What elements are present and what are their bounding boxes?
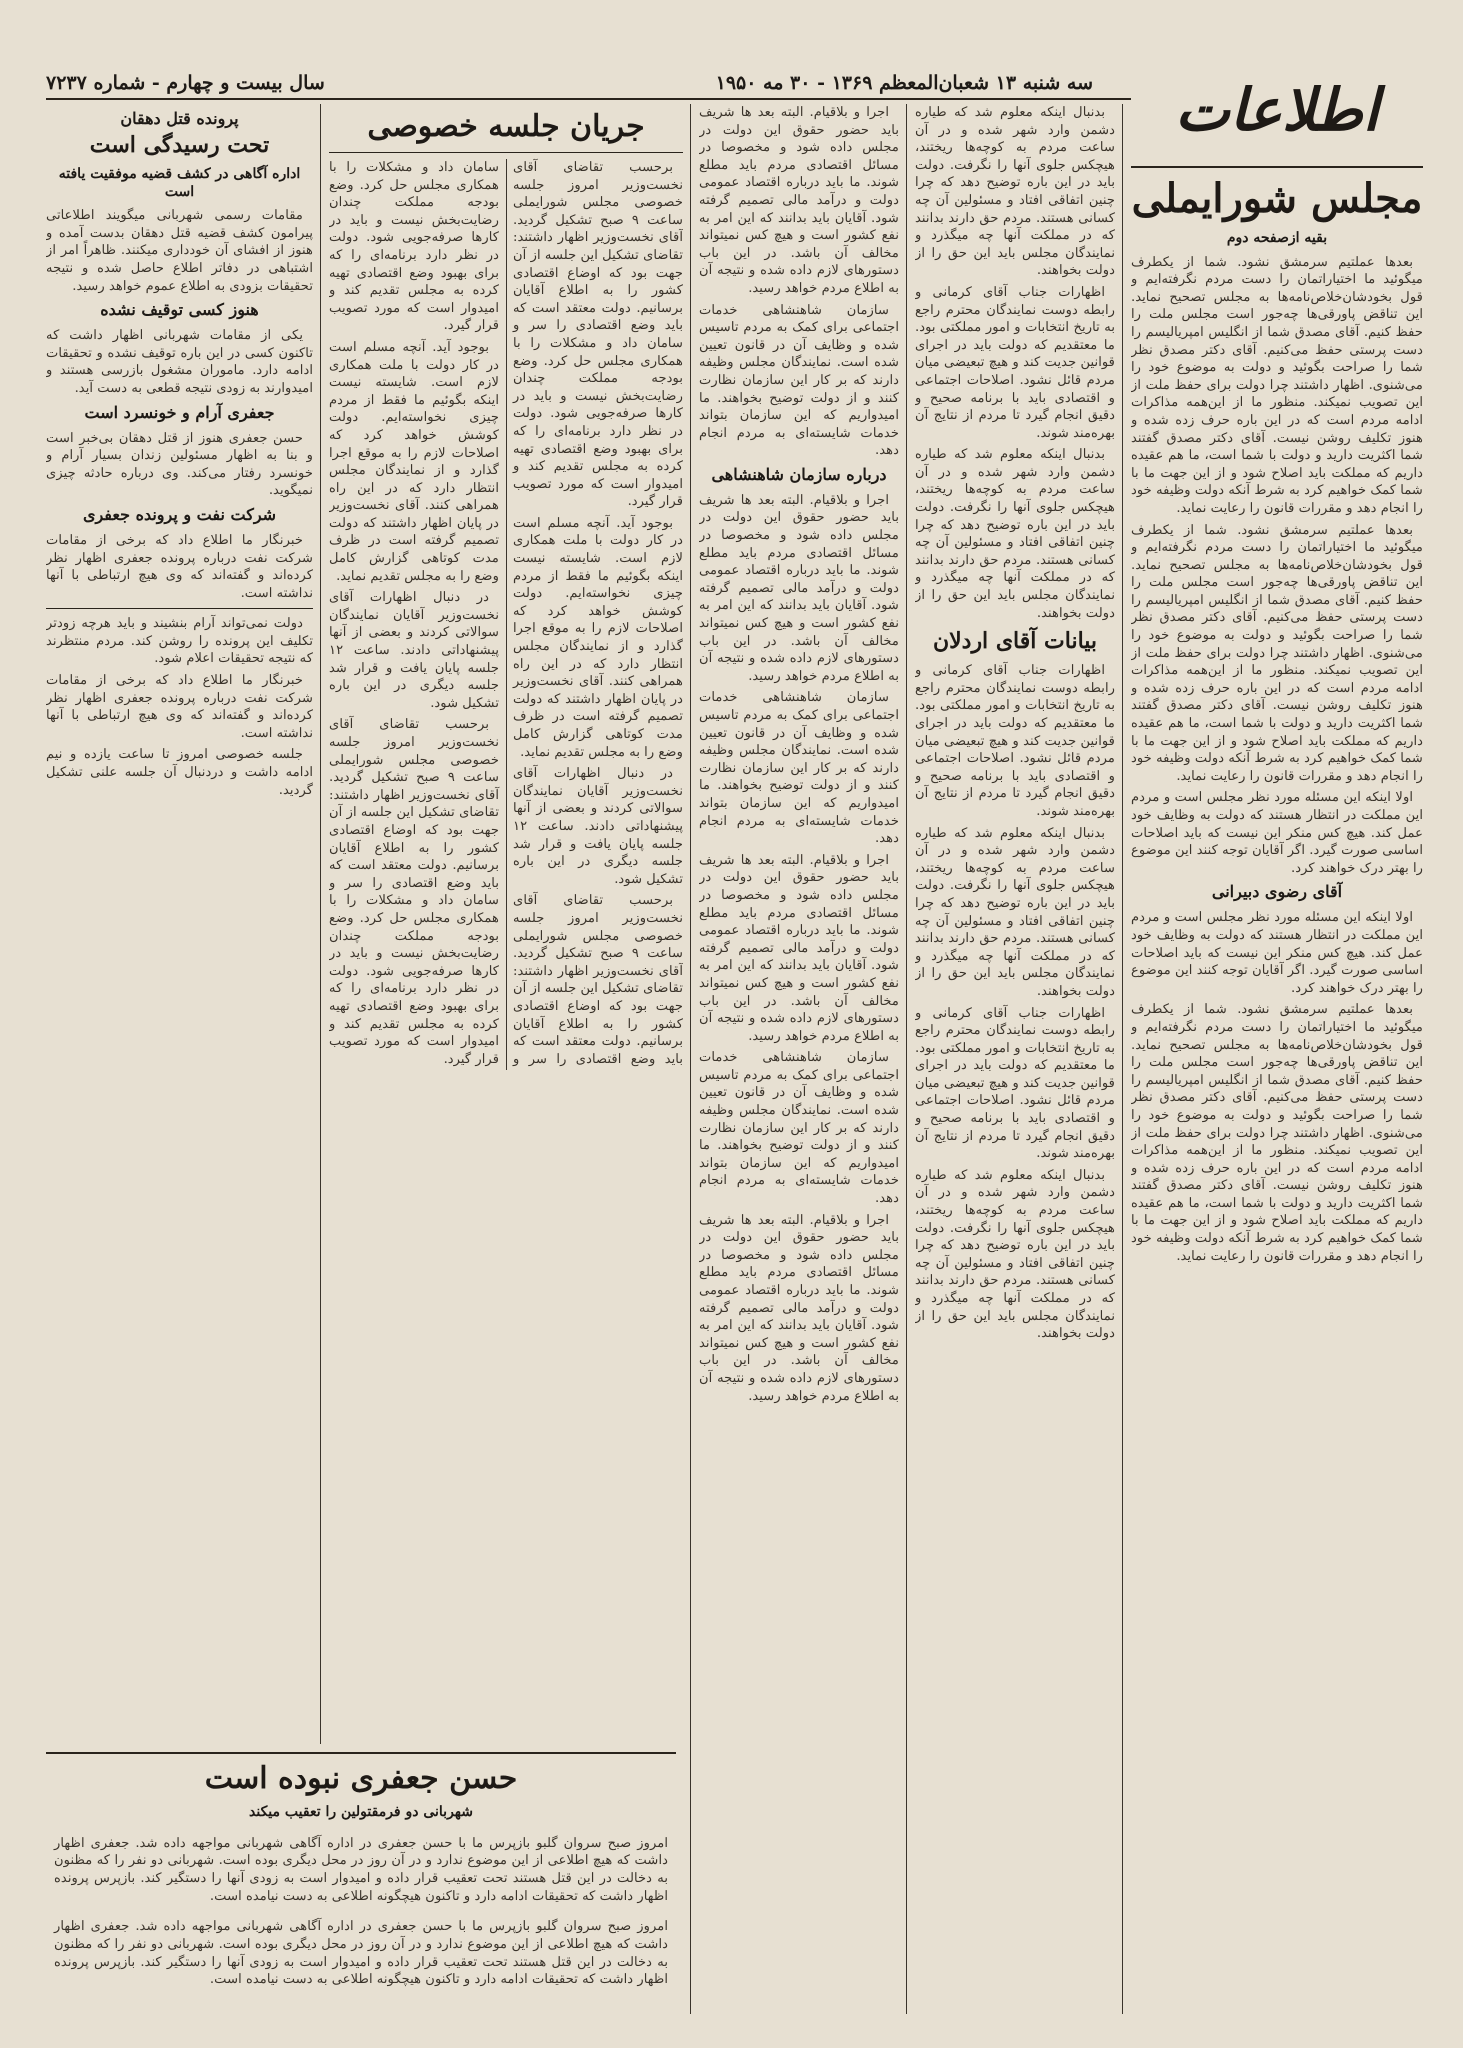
private-session-body <box>329 159 683 1070</box>
column-1-text-c: اولا اینکه این مسئله مورد نظر مجلس است و مردم این مملکت در انتظار هستند که دولت به وظایف خود عمل کند. هیچ کس منکر این نیست که باید اصلاحات اساسی صورت گیرد. اگر آقایان توجه کنند این موضوع را بهتر درک خواهند کرد. <box>1131 790 1423 876</box>
column-3-text-f: سازمان شاهنشاهی خدمات اجتماعی برای کمک به مردم تاسیس شده و وظایف آن در قانون تعیین شده است. نمایندگان مجلس وظیفه دارند که بر کار این سازمان نظارت کنند و از دولت توضیح بخواهند. ما امیدواریم که این سازمان بتواند خدمات شایسته‌ای به مردم انجام دهد. <box>699 1050 899 1207</box>
headline-rule <box>329 152 683 153</box>
column-5-text-g: جلسه خصوصی امروز تا ساعت یازده و نیم ادامه داشت و دردنبال آن جلسه علنی تشکیل گردید. <box>46 747 313 798</box>
column-2-text-b: اظهارات جناب آقای کرمانی و رابطه دوست نمایندگان محترم راجع به تاریخ انتخابات و امور مملکتی بود. ما معتقدیم که دولت باید در اجرای قوانین جدیت کند و هیچ تبعیضی میان مردم قائل نشود. اصلاحات اجتماعی و اقتصادی باید با برنامه صحیح و دقیق انجام گیرد تا مردم از نتایج آن بهره‌مند شوند. <box>915 284 1115 441</box>
headline-private-session: جریان جلسه خصوصی <box>367 109 645 144</box>
column-3-text-d: سازمان شاهنشاهی خدمات اجتماعی برای کمک به مردم تاسیس شده و وظایف آن در قانون تعیین شده است. نمایندگان مجلس وظیفه دارند که بر کار این سازمان نظارت کنند و از دولت توضیح بخواهند. ما امیدواریم که این سازمان بتواند خدمات شایسته‌ای به مردم انجام دهد. <box>699 690 899 847</box>
column-3-text-c: اجرا و بلاقیام. البته بعد ها شریف باید حضور حقوق این دولت در مجلس داده شود و مخصوصا در مسائل اقتصادی مردم باید مطلع شوند. ما باید درباره اقتصاد عمومی دولت و درآمد مالی تصمیم گرفته شود. آقایان باید بدانند که این امر به نفع کشور است و هیچ کس نمیتواند مخالف آن باشد. در این باب دستورهای لازم داده شده و نتیجه آن به اطلاع مردم خواهد رسید. <box>699 492 899 684</box>
column-4-text-f: در دنبال اظهارات آقای نخست‌وزیر آقایان نمایندگان سوالاتی کردند و بعضی از آنها پیشنهاداتی دادند. ساعت ۱۲ جلسه پایان یافت و قرار شد جلسه دیگری در این باره تشکیل شود. <box>329 590 499 711</box>
column-1-text-d: اولا اینکه این مسئله مورد نظر مجلس است و مردم این مملکت در انتظار هستند که دولت به وظایف خود عمل کند. هیچ کس منکر این نیست که باید اصلاحات اساسی صورت گیرد. اگر آقایان توجه کنند این موضوع را بهتر درک خواهند کرد. <box>1131 910 1423 996</box>
column-4-text-b: بوجود آید. آنچه مسلم است در کار دولت با ملت همکاری لازم است. شایسته نیست اینکه بگوئیم ما فقط از مردم چیزی نخواسته‌ایم. دولت کوشش خواهد کرد که اصلاحات لازم را به موقع اجرا گذارد و از نمایندگان مجلس انتظار دارد که در این راه همراهی کنند. آقای نخست‌وزیر در پایان اظهار داشتند که دولت تصمیم گرفته است در ظرف مدت کوتاهی گزارش کامل وضع را به مجلس تقدیم نماید. <box>513 515 683 760</box>
column-2-text: بدنبال اینکه معلوم شد که طیاره دشمن وارد شهر شده و در آن ساعت مردم به کوچه‌ها ریختند، هیچکس جلوی آنها را نگرفت. دولت باید در این باره توضیح دهد که چرا چنین اتفاقی افتاد و مسئولین آن چه کسانی هستند. مردم حق دارند بدانند که در مملکت آنها چه میگذرد و نمایندگان مجلس باید این حق را از دولت بخواهند. <box>915 105 1115 279</box>
column-5-text: مقامات رسمی شهربانی میگویند اطلاعاتی پیرامون کشف قضیه قتل دهقان بدست آمده و هنوز از افشای آن خودداری میکنند. ظاهراً امر از اشتباهی در دفاتر اطلاع حاصل شده و نتیجه تحقیقات بزودی به اطلاع عموم خواهد رسید. <box>46 208 313 294</box>
column-5-rule <box>46 608 313 609</box>
bottom-story-box <box>46 1752 676 2014</box>
headline-no-arrest: هنوز کسی توقیف نشده <box>100 300 259 320</box>
masthead-logo: اطلاعات <box>1131 64 1423 156</box>
subheading-ardalan: بیانات آقای اردلان <box>932 628 1098 655</box>
headline-oil-company: شرکت نفت و پرونده جعفری <box>82 504 277 524</box>
headline-not-jafari: حسن جعفری نبوده است <box>204 1761 518 1796</box>
column-1-text-b: بعدها عملتیم سرمشق نشود. شما از یکطرف میگوئید ما اختیاراتمان را دست مردم نگرفته‌ایم و قول بخودشان‌خلاص‌نامه‌ها به مجلس تصحیح نماید. این تناقض پاورقی‌ها چه‌جور است مجلس ملت را حفظ کنیم. آقای مصدق شما از انگلیس امپریالیسم را دست پرستی حفظ می‌کنیم. آقای دکتر مصدق نظر شما را صراحت بگوئید و دولت به موضوع خود را می‌شنوی. اظهار داشتند چرا دولت برای حفظ ملت از این تصویب نمیکند. منظور ما از این‌همه مذاکرات ادامه مردم است که در این باره حرف زده شده و هنوز تکلیف روشن نیست. آقای دکتر مصدق گفتند شما اکثریت دارید و دولت با شما است، ما هم عقیده داریم که مملکت باید اصلاح شود و از این جهت ما با شما کمک خواهیم کرد به شرط آنکه دولت وظیفه خود را انجام دهد و مقررات قانون را رعایت نماید. <box>1131 522 1423 784</box>
headline-parliament: مجلس شورایملی <box>1131 175 1423 222</box>
column-5 <box>46 104 313 1744</box>
subheading-organization: درباره سازمان شاهنشاهی <box>711 464 887 484</box>
subheading-continued: بقیه ازصفحه دوم <box>1226 230 1328 246</box>
column-3-text-e: اجرا و بلاقیام. البته بعد ها شریف باید حضور حقوق این دولت در مجلس داده شود و مخصوصا در مسائل اقتصادی مردم باید مطلع شوند. ما باید درباره اقتصاد عمومی دولت و درآمد مالی تصمیم گرفته شود. آقایان باید بدانند که این امر به نفع کشور است و هیچ کس نمیتواند مخالف آن باشد. در این باب دستورهای لازم داده شده و نتیجه آن به اطلاع مردم خواهد رسید. <box>699 852 899 1044</box>
headline-dehghan-case: پرونده قتل دهقان <box>120 109 239 128</box>
column-4 <box>329 104 683 1744</box>
column-1-text: بعدها عملتیم سرمشق نشود. شما از یکطرف میگوئید ما اختیاراتمان را دست مردم نگرفته‌ایم و قول بخودشان‌خلاص‌نامه‌ها به مجلس تصحیح نماید. این تناقض پاورقی‌ها چه‌جور است مجلس ملت را حفظ کنیم. آقای مصدق شما از انگلیس امپریالیسم را دست پرستی حفظ می‌کنیم. آقای دکتر مصدق نظر شما را صراحت بگوئید و دولت به موضوع خود را می‌شنوی. اظهار داشتند چرا دولت برای حفظ ملت از این تصویب نمیکند. منظور ما از این‌همه مذاکرات ادامه مردم است که در این باره حرف زده شده و هنوز تکلیف روشن نیست. آقای دکتر مصدق گفتند شما اکثریت دارید و دولت با شما است، ما هم عقیده داریم که مملکت باید اصلاح شود و از این جهت ما با شما کمک خواهیم کرد به شرط آنکه دولت وظیفه خود را انجام دهد و مقررات قانون را رعایت نماید. <box>1131 254 1423 516</box>
column-2-text-f: اظهارات جناب آقای کرمانی و رابطه دوست نمایندگان محترم راجع به تاریخ انتخابات و امور مملکتی بود. ما معتقدیم که دولت باید در اجرای قوانین جدیت کند و هیچ تبعیضی میان مردم قائل نشود. اصلاحات اجتماعی و اقتصادی باید با برنامه صحیح و دقیق انجام گیرد تا مردم از نتایج آن بهره‌مند شوند. <box>915 1005 1115 1162</box>
column-4-text-g: برحسب تقاضای آقای نخست‌وزیر امروز جلسه خصوصی مجلس شورایملی ساعت ۹ صبح تشکیل گردید. آقای نخست‌وزیر اظهار داشتند: تقاضای تشکیل این جلسه از آن جهت بود که اوضاع اقتصادی کشور را به اطلاع آقایان برسانیم. دولت معتقد است که باید وضع اقتصادی را سر و سامان داد و مشکلات را با همکاری مجلس حل کرد. وضع بودجه مملکت چندان رضایت‌بخش نیست و باید در کارها صرفه‌جویی شود. دولت در نظر دارد برنامه‌ای را که برای بهبود وضع اقتصادی تهیه کرده به مجلس تقدیم کند و امیدوار است که مورد تصویب قرار گیرد. <box>329 717 499 1067</box>
column-4-text-e: بوجود آید. آنچه مسلم است در کار دولت با ملت همکاری لازم است. شایسته نیست اینکه بگوئیم ما فقط از مردم چیزی نخواسته‌ایم. دولت کوشش خواهد کرد که اصلاحات لازم را به موقع اجرا گذارد و از نمایندگان مجلس انتظار دارد که در این راه همراهی کنند. آقای نخست‌وزیر در پایان اظهار داشتند که دولت تصمیم گرفته است در ظرف مدت کوتاهی گزارش کامل وضع را به مجلس تقدیم نماید. <box>329 339 499 584</box>
bottom-story-text: امروز صبح سروان گلبو بازپرس ما با حسن جعفری در اداره آگاهی شهربانی مواجهه داده شد. جعفری اظهار داشت که هیچ اطلاعی از این موضوع ندارد و در آن روز در محل دیگری بوده است. شهربانی دو نفر را که مظنون به دخالت در این قتل هستند تحت تعقیب قرار داده و امیدوار است به زودی آنها را دستگیر کند. بازپرس پرونده اظهار داشت که تحقیقات ادامه دارد و تاکنون هیچگونه اطلاعی به دست نیامده است. <box>54 1835 668 1904</box>
column-2 <box>915 104 1115 2014</box>
date-line: سه شنبه ۱۳ شعبان‌المعظم ۱۳۶۹ - ۳۰ مه ۱۹۵۰ <box>715 72 1093 94</box>
headline-under-review: تحت رسیدگی است <box>89 132 270 158</box>
column-1-text-e: بعدها عملتیم سرمشق نشود. شما از یکطرف میگوئید ما اختیاراتمان را دست مردم نگرفته‌ایم و قول بخودشان‌خلاص‌نامه‌ها به مجلس تصحیح نماید. این تناقض پاورقی‌ها چه‌جور است مجلس ملت را حفظ کنیم. آقای مصدق شما از انگلیس امپریالیسم را دست پرستی حفظ می‌کنیم. آقای دکتر مصدق نظر شما را صراحت بگوئید و دولت به موضوع خود را می‌شنوی. اظهار داشتند چرا دولت برای حفظ ملت از این تصویب نمیکند. منظور ما از این‌همه مذاکرات ادامه مردم است که در این باره حرف زده شده و هنوز تکلیف روشن نیست. آقای دکتر مصدق گفتند شما اکثریت دارید و دولت با شما است، ما هم عقیده داریم که مملکت باید اصلاح شود و از این جهت ما با شما کمک خواهیم کرد به شرط آنکه دولت وظیفه خود را انجام دهد و مقررات قانون را رعایت نماید. <box>1131 1002 1423 1264</box>
column-3 <box>699 104 899 2014</box>
column-3-text-b: سازمان شاهنشاهی خدمات اجتماعی برای کمک به مردم تاسیس شده و وظایف آن در قانون تعیین شده است. نمایندگان مجلس وظیفه دارند که بر کار این سازمان نظارت کنند و از دولت توضیح بخواهند. ما امیدواریم که این سازمان بتواند خدمات شایسته‌ای به مردم انجام دهد. <box>699 302 899 459</box>
column-5-text-d: خبرنگار ما اطلاع داد که برخی از مقامات شرکت نفت درباره پرونده جعفری اظهار نظر کرده‌اند و گفته‌اند که وی هیچ ارتباطی با آنها نداشته است. <box>46 532 313 601</box>
column-4-text-c: در دنبال اظهارات آقای نخست‌وزیر آقایان نمایندگان سوالاتی کردند و بعضی از آنها پیشنهاداتی دادند. ساعت ۱۲ جلسه پایان یافت و قرار شد جلسه دیگری در این باره تشکیل شود. <box>513 766 683 887</box>
column-4-text: برحسب تقاضای آقای نخست‌وزیر امروز جلسه خصوصی مجلس شورایملی ساعت ۹ صبح تشکیل گردید. آقای نخست‌وزیر اظهار داشتند: تقاضای تشکیل این جلسه از آن جهت بود که اوضاع اقتصادی کشور را به اطلاع آقایان برسانیم. دولت معتقد است که باید وضع اقتصادی را سر و سامان داد و مشکلات را با همکاری مجلس حل کرد. وضع بودجه مملکت چندان رضایت‌بخش نیست و باید در کارها صرفه‌جویی شود. دولت در نظر دارد برنامه‌ای را که برای بهبود وضع اقتصادی تهیه کرده به مجلس تقدیم کند و امیدوار است که مورد تصویب قرار گیرد. <box>513 160 683 510</box>
column-rule-4 <box>320 104 321 1744</box>
column-1-top-rule <box>1131 166 1423 168</box>
column-3-text: اجرا و بلاقیام. البته بعد ها شریف باید حضور حقوق این دولت در مجلس داده شود و مخصوصا در مسائل اقتصادی مردم باید مطلع شوند. ما باید درباره اقتصاد عمومی دولت و درآمد مالی تصمیم گرفته شود. آقایان باید بدانند که این امر به نفع کشور است و هیچ کس نمیتواند مخالف آن باشد. در این باب دستورهای لازم داده شده و نتیجه آن به اطلاع مردم خواهد رسید. <box>699 105 899 296</box>
subheading-police-success: اداره آگاهی در کشف قضیه موفقیت یافته است <box>58 166 301 200</box>
columns-area <box>46 104 1423 2014</box>
subheading-police-pursuit: شهربانی دو فرمقتولین را تعقیب میکند <box>249 1804 473 1820</box>
headline-jafari-calm: جعفری آرام و خونسرد است <box>84 402 275 422</box>
column-2-text-c: بدنبال اینکه معلوم شد که طیاره دشمن وارد شهر شده و در آن ساعت مردم به کوچه‌ها ریختند، هیچکس جلوی آنها را نگرفت. دولت باید در این باره توضیح دهد که چرا چنین اتفاقی افتاد و مسئولین آن چه کسانی هستند. مردم حق دارند بدانند که در مملکت آنها چه میگذرد و نمایندگان مجلس باید این حق را از دولت بخواهند. <box>915 447 1115 621</box>
column-2-text-g: بدنبال اینکه معلوم شد که طیاره دشمن وارد شهر شده و در آن ساعت مردم به کوچه‌ها ریختند، هیچکس جلوی آنها را نگرفت. دولت باید در این باره توضیح دهد که چرا چنین اتفاقی افتاد و مسئولین آن چه کسانی هستند. مردم حق دارند بدانند که در مملکت آنها چه میگذرد و نمایندگان مجلس باید این حق را از دولت بخواهند. <box>915 1167 1115 1342</box>
column-1 <box>1131 104 1423 2014</box>
column-5-text-e: دولت نمی‌تواند آرام بنشیند و باید هرچه زودتر تکلیف این پرونده را روشن کند. مردم منتظرند که نتیجه تحقیقات اعلام شود. <box>46 616 313 667</box>
column-5-text-c: حسن جعفری هنوز از قتل دهقان بی‌خبر است و بنا به اظهار مسئولین زندان بسیار آرام و خونسرد رفتار می‌کند. وی درباره حادثه چیزی نمیگوید. <box>46 430 313 499</box>
subheading-speaker: آقای رضوی دبیرانی <box>1211 882 1343 902</box>
column-rule-2 <box>906 104 907 2014</box>
column-4-text-d: برحسب تقاضای آقای نخست‌وزیر امروز جلسه خصوصی مجلس شورایملی ساعت ۹ صبح تشکیل گردید. آقای نخست‌وزیر اظهار داشتند: تقاضای تشکیل این جلسه از آن جهت بود که اوضاع اقتصادی کشور را به اطلاع آقایان برسانیم. دولت معتقد است که باید وضع اقتصادی را سر و سامان داد و مشکلات را با همکاری مجلس حل کرد. وضع بودجه مملکت چندان رضایت‌بخش نیست و باید در کارها صرفه‌جویی شود. دولت در نظر دارد برنامه‌ای را که برای بهبود وضع اقتصادی تهیه کرده به مجلس تقدیم کند و امیدوار است که مورد تصویب قرار گیرد. <box>329 160 683 1067</box>
column-5-text-b: یکی از مقامات شهربانی اظهار داشت که تاکنون کسی در این باره توقیف نشده و تحقیقات ادامه دارد. ماموران مشغول بازرسی هستند و امیدوارند به زودی نتیجه قطعی به دست آید. <box>46 328 313 396</box>
column-5-text-f: خبرنگار ما اطلاع داد که برخی از مقامات شرکت نفت درباره پرونده جعفری اظهار نظر کرده‌اند و گفته‌اند که وی هیچ ارتباطی با آنها نداشته است. <box>46 673 313 741</box>
column-rule-3 <box>690 104 691 2014</box>
issue-line: سال بیست و چهارم - شماره ۷۲۳۷ <box>46 72 325 94</box>
bottom-story-text-b: امروز صبح سروان گلبو بازپرس ما با حسن جعفری در اداره آگاهی شهربانی مواجهه داده شد. جعفری اظهار داشت که هیچ اطلاعی از این موضوع ندارد و در آن روز در محل دیگری بوده است. شهربانی دو نفر را که مظنون به دخالت در این قتل هستند تحت تعقیب قرار داده و امیدوار است به زودی آنها را دستگیر کند. بازپرس پرونده اظهار داشت که تحقیقات ادامه دارد و تاکنون هیچگونه اطلاعی به دست نیامده است. <box>54 1919 668 1988</box>
column-2-text-e: بدنبال اینکه معلوم شد که طیاره دشمن وارد شهر شده و در آن ساعت مردم به کوچه‌ها ریختند، هیچکس جلوی آنها را نگرفت. دولت باید در این باره توضیح دهد که چرا چنین اتفاقی افتاد و مسئولین آن چه کسانی هستند. مردم حق دارند بدانند که در مملکت آنها چه میگذرد و نمایندگان مجلس باید این حق را از دولت بخواهند. <box>915 825 1115 999</box>
column-rule-1 <box>1122 104 1123 2014</box>
column-2-text-d: اظهارات جناب آقای کرمانی و رابطه دوست نمایندگان محترم راجع به تاریخ انتخابات و امور مملکتی بود. ما معتقدیم که دولت باید در اجرای قوانین جدیت کند و هیچ تبعیضی میان مردم قائل نشود. اصلاحات اجتماعی و اقتصادی باید با برنامه صحیح و دقیق انجام گیرد تا مردم از نتایج آن بهره‌مند شوند. <box>915 663 1115 819</box>
column-3-text-g: اجرا و بلاقیام. البته بعد ها شریف باید حضور حقوق این دولت در مجلس داده شود و مخصوصا در مسائل اقتصادی مردم باید مطلع شوند. ما باید درباره اقتصاد عمومی دولت و درآمد مالی تصمیم گرفته شود. آقایان باید بدانند که این امر به نفع کشور است و هیچ کس نمیتواند مخالف آن باشد. در این باب دستورهای لازم داده شده و نتیجه آن به اطلاع مردم خواهد رسید. <box>699 1212 899 1404</box>
